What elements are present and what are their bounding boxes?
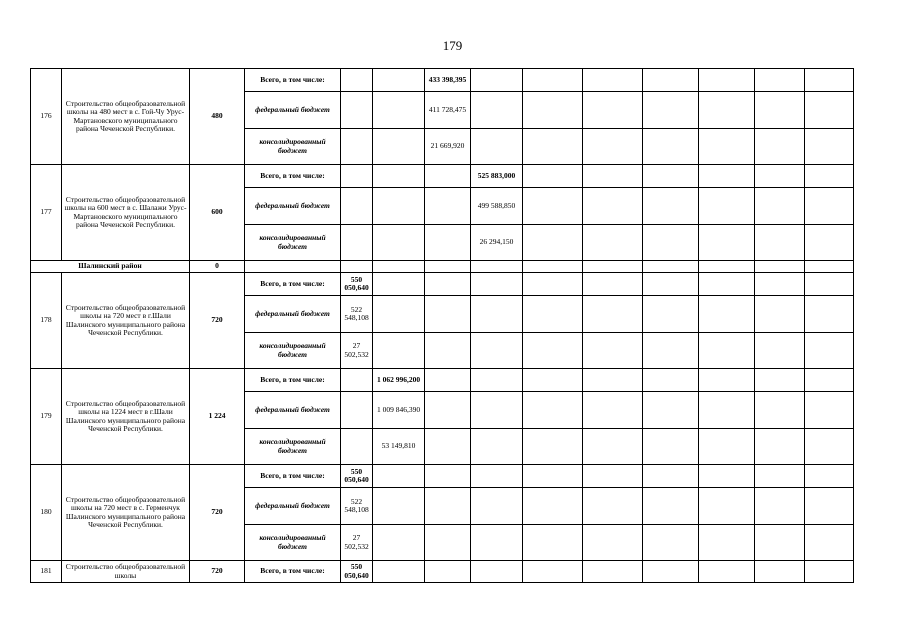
empty-cell [425,392,471,429]
empty-cell [805,525,854,561]
empty-cell [523,561,583,583]
label-consolidated: консолидированный бюджет [245,333,341,369]
capacity: 480 [190,69,245,165]
empty-cell [755,488,805,525]
empty-cell [583,392,643,429]
empty-cell [471,465,523,488]
budget-table-body [31,69,854,583]
empty-cell [425,333,471,369]
empty-cell [755,92,805,129]
empty-cell [699,392,755,429]
empty-cell [373,488,425,525]
empty-cell [583,69,643,92]
empty-cell [805,261,854,273]
federal-value: 522 548,108 [341,488,373,525]
empty-cell [755,369,805,392]
label-total: Всего, в том числе: [245,369,341,392]
empty-cell [699,69,755,92]
consolidated-value: 26 294,150 [471,225,523,261]
empty-cell [643,261,699,273]
empty-cell [425,465,471,488]
label-consolidated: консолидированный бюджет [245,429,341,465]
empty-cell [373,296,425,333]
empty-cell [755,165,805,188]
empty-cell [805,392,854,429]
district-capacity: 0 [190,261,245,273]
total-value: 550 050,640 [341,465,373,488]
empty-cell [699,429,755,465]
empty-cell [755,333,805,369]
empty-cell [699,465,755,488]
empty-cell [425,525,471,561]
empty-cell [471,296,523,333]
empty-cell [583,369,643,392]
page-number: 179 [442,38,463,53]
empty-cell [699,525,755,561]
empty-cell [583,165,643,188]
empty-cell [341,369,373,392]
federal-value: 1 009 846,390 [373,392,425,429]
empty-cell [583,333,643,369]
row-number: 181 [31,561,62,583]
empty-cell [583,129,643,165]
total-value: 1 062 996,200 [373,369,425,392]
empty-cell [425,561,471,583]
row-number: 176 [31,69,62,165]
empty-cell [523,525,583,561]
empty-cell [699,333,755,369]
empty-cell [583,488,643,525]
empty-cell [643,561,699,583]
empty-cell [755,465,805,488]
empty-cell [755,296,805,333]
empty-cell [643,92,699,129]
empty-cell [755,561,805,583]
empty-cell [699,296,755,333]
empty-cell [373,129,425,165]
empty-cell [583,225,643,261]
empty-cell [699,165,755,188]
empty-cell [699,129,755,165]
empty-cell [373,92,425,129]
table-row [31,165,854,188]
district-name: Шалинский район [31,261,190,273]
empty-cell [583,525,643,561]
empty-cell [373,69,425,92]
empty-cell [373,333,425,369]
label-federal: федеральный бюджет [245,188,341,225]
label-federal: федеральный бюджет [245,392,341,429]
label-consolidated: консолидированный бюджет [245,225,341,261]
empty-cell [643,188,699,225]
empty-cell [341,69,373,92]
empty-cell [341,188,373,225]
empty-cell [523,129,583,165]
empty-cell [523,92,583,129]
empty-cell [373,165,425,188]
empty-cell [805,69,854,92]
capacity: 720 [190,561,245,583]
empty-cell [805,429,854,465]
empty-cell [805,225,854,261]
empty-cell [699,261,755,273]
label-total: Всего, в том числе: [245,465,341,488]
federal-value: 499 588,850 [471,188,523,225]
total-value: 525 883,000 [471,165,523,188]
empty-cell [373,525,425,561]
empty-cell [583,92,643,129]
capacity: 1 224 [190,369,245,465]
federal-value: 411 728,475 [425,92,471,129]
label-federal: федеральный бюджет [245,92,341,129]
label-total: Всего, в том числе: [245,561,341,583]
empty-cell [699,273,755,296]
empty-cell [523,69,583,92]
empty-cell [471,261,523,273]
empty-cell [341,129,373,165]
project-name: Строительство общеобразовательной школы на 720 мест в с. Герменчук Шалинского муниципального района Чеченской Республики. [62,465,190,561]
empty-cell [373,188,425,225]
empty-cell [425,165,471,188]
empty-cell [245,261,341,273]
empty-cell [523,225,583,261]
empty-cell [755,225,805,261]
empty-cell [805,333,854,369]
empty-cell [805,92,854,129]
empty-cell [643,488,699,525]
empty-cell [699,188,755,225]
empty-cell [755,525,805,561]
empty-cell [643,69,699,92]
capacity: 600 [190,165,245,261]
empty-cell [643,225,699,261]
empty-cell [471,69,523,92]
empty-cell [523,465,583,488]
empty-cell [425,429,471,465]
empty-cell [471,561,523,583]
empty-cell [425,488,471,525]
empty-cell [523,369,583,392]
empty-cell [341,429,373,465]
project-name: Строительство общеобразовательной школы на 720 мест в г.Шали Шалинского муниципального района Чеченской Республики. [62,273,190,369]
empty-cell [805,369,854,392]
empty-cell [805,465,854,488]
empty-cell [471,129,523,165]
empty-cell [643,296,699,333]
project-name: Строительство общеобразовательной школы на 1224 мест в г.Шали Шалинского муниципального района Чеченской Республики. [62,369,190,465]
empty-cell [583,261,643,273]
label-total: Всего, в том числе: [245,69,341,92]
empty-cell [523,488,583,525]
total-value: 550 050,640 [341,561,373,583]
empty-cell [471,273,523,296]
empty-cell [523,392,583,429]
empty-cell [643,165,699,188]
empty-cell [523,333,583,369]
empty-cell [805,273,854,296]
empty-cell [373,225,425,261]
empty-cell [755,69,805,92]
district-row [31,261,854,273]
empty-cell [523,429,583,465]
project-name: Строительство общеобразовательной школы [62,561,190,583]
empty-cell [425,296,471,333]
empty-cell [643,369,699,392]
table-row [31,273,854,296]
row-number: 180 [31,465,62,561]
total-value: 550 050,640 [341,273,373,296]
empty-cell [425,261,471,273]
empty-cell [643,465,699,488]
empty-cell [755,429,805,465]
row-number: 178 [31,273,62,369]
consolidated-value: 21 669,920 [425,129,471,165]
empty-cell [583,465,643,488]
empty-cell [643,129,699,165]
empty-cell [425,273,471,296]
empty-cell [373,561,425,583]
empty-cell [471,333,523,369]
empty-cell [583,561,643,583]
empty-cell [523,296,583,333]
empty-cell [583,273,643,296]
empty-cell [523,273,583,296]
empty-cell [523,165,583,188]
consolidated-value: 27 502,532 [341,525,373,561]
project-name: Строительство общеобразовательной школы на 480 мест в с. Гой-Чу Урус-Мартановского муниципального района Чеченской Республики. [62,69,190,165]
empty-cell [643,525,699,561]
empty-cell [341,225,373,261]
empty-cell [583,296,643,333]
label-federal: федеральный бюджет [245,488,341,525]
empty-cell [643,273,699,296]
empty-cell [805,165,854,188]
total-value: 433 398,395 [425,69,471,92]
row-number: 177 [31,165,62,261]
empty-cell [341,392,373,429]
table-row [31,561,854,583]
empty-cell [471,429,523,465]
row-number: 179 [31,369,62,465]
empty-cell [373,273,425,296]
empty-cell [373,465,425,488]
empty-cell [755,188,805,225]
empty-cell [471,92,523,129]
empty-cell [425,369,471,392]
federal-value: 522 548,108 [341,296,373,333]
consolidated-value: 27 502,532 [341,333,373,369]
empty-cell [425,225,471,261]
empty-cell [523,261,583,273]
empty-cell [699,488,755,525]
table-row [31,465,854,488]
label-total: Всего, в том числе: [245,273,341,296]
label-total: Всего, в том числе: [245,165,341,188]
label-consolidated: консолидированный бюджет [245,129,341,165]
empty-cell [805,188,854,225]
empty-cell [471,525,523,561]
empty-cell [755,392,805,429]
empty-cell [341,165,373,188]
empty-cell [805,129,854,165]
empty-cell [341,261,373,273]
empty-cell [805,561,854,583]
empty-cell [755,273,805,296]
empty-cell [643,429,699,465]
empty-cell [805,488,854,525]
empty-cell [583,429,643,465]
empty-cell [471,369,523,392]
empty-cell [699,92,755,129]
empty-cell [471,488,523,525]
empty-cell [699,369,755,392]
empty-cell [755,129,805,165]
consolidated-value: 53 149,810 [373,429,425,465]
label-consolidated: консолидированный бюджет [245,525,341,561]
capacity: 720 [190,465,245,561]
project-name: Строительство общеобразовательной школы на 600 мест в с. Шалажи Урус-Мартановского муниципального района Чеченской Республики. [62,165,190,261]
empty-cell [643,392,699,429]
table-row [31,69,854,92]
budget-table [30,68,854,583]
empty-cell [583,188,643,225]
empty-cell [373,261,425,273]
label-federal: федеральный бюджет [245,296,341,333]
empty-cell [699,561,755,583]
empty-cell [755,261,805,273]
empty-cell [341,92,373,129]
table-row [31,369,854,392]
empty-cell [523,188,583,225]
capacity: 720 [190,273,245,369]
empty-cell [643,333,699,369]
empty-cell [471,392,523,429]
empty-cell [805,296,854,333]
empty-cell [699,225,755,261]
empty-cell [425,188,471,225]
